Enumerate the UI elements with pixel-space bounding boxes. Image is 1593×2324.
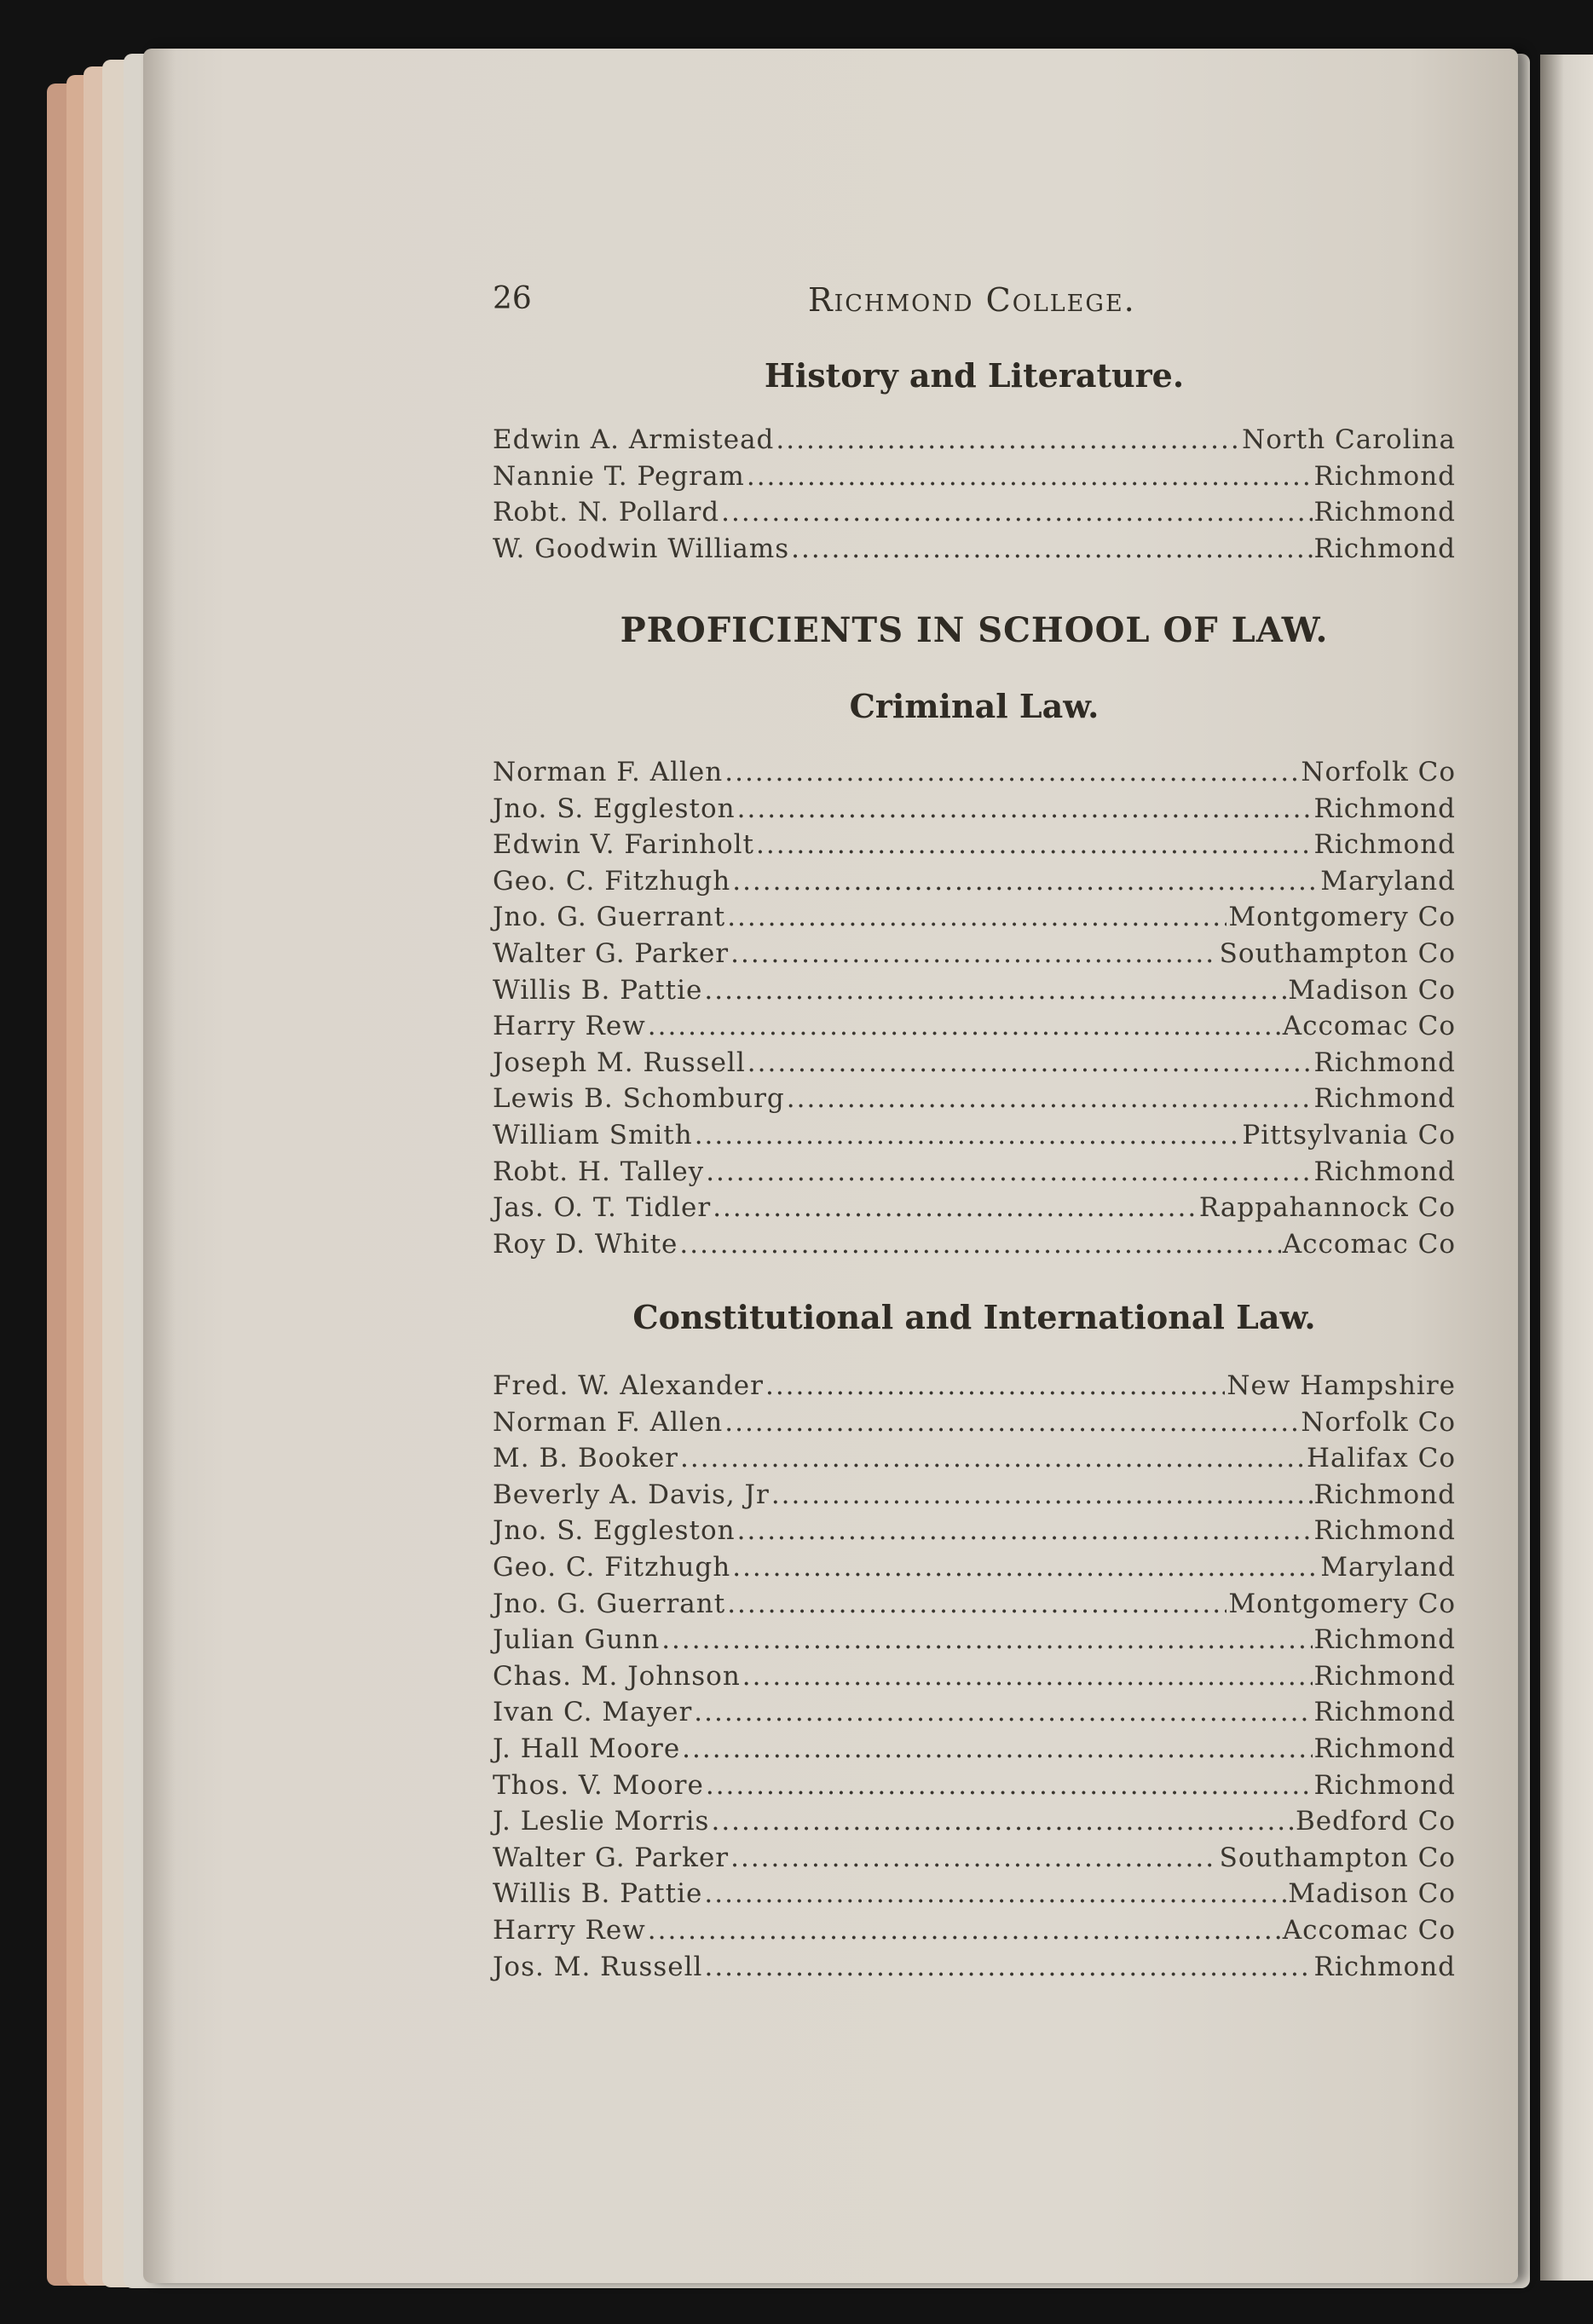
dot-leader xyxy=(706,1156,1312,1187)
list-item xyxy=(493,1661,1456,1698)
list-item xyxy=(493,793,1456,830)
facing-page-edge xyxy=(1540,55,1593,2281)
entry-name: Nannie T. Pegram xyxy=(493,460,745,492)
entry-name: Jas. O. T. Tidler xyxy=(493,1192,712,1224)
entry-name: Walter G. Parker xyxy=(493,1842,730,1873)
entry-place: Southampton Co xyxy=(1219,937,1456,969)
list-item xyxy=(493,1083,1456,1120)
entry-name: Jos. M. Russell xyxy=(493,1951,703,1982)
entry-name: Roy D. White xyxy=(493,1228,678,1260)
entry-place: Halifax Co xyxy=(1306,1443,1456,1474)
dot-leader xyxy=(724,757,1299,787)
list-item xyxy=(493,1192,1456,1229)
running-head: Richmond College. xyxy=(808,281,1136,319)
dot-leader xyxy=(747,1047,1313,1078)
dot-leader xyxy=(648,1915,1281,1946)
section-title-constitutional-law: Constitutional and International Law. xyxy=(632,1298,1316,1336)
dot-leader xyxy=(704,1878,1286,1909)
dot-leader xyxy=(765,1370,1225,1401)
entry-place: New Hampshire xyxy=(1226,1370,1456,1401)
list-item xyxy=(493,1370,1456,1407)
list-item xyxy=(493,975,1456,1012)
entry-place: Pittsylvania Co xyxy=(1242,1119,1456,1150)
entry-name: Geo. C. Fitzhugh xyxy=(493,865,731,897)
entry-place: Accomac Co xyxy=(1282,1011,1456,1042)
entry-place: Richmond xyxy=(1313,1951,1456,1982)
entry-place: Richmond xyxy=(1313,829,1456,861)
entry-name: Edwin A. Armistead xyxy=(493,424,775,455)
list-item xyxy=(493,424,1456,461)
entry-place: Richmond xyxy=(1313,1769,1456,1801)
dot-leader xyxy=(730,938,1218,969)
entry-name: Jno. S. Eggleston xyxy=(493,793,736,824)
entry-place: Norfolk Co xyxy=(1301,1406,1456,1438)
entry-name: Willis B. Pattie xyxy=(493,1878,703,1910)
list-item xyxy=(493,1697,1456,1733)
entry-place: Richmond xyxy=(1313,460,1456,492)
entry-name: Harry Rew xyxy=(493,1011,646,1042)
entry-name: J. Leslie Morris xyxy=(493,1806,710,1837)
entry-place: Madison Co xyxy=(1288,974,1456,1006)
dot-leader xyxy=(704,975,1286,1006)
list-item xyxy=(493,1624,1456,1661)
entry-place: Rappahannock Co xyxy=(1198,1192,1456,1224)
entry-name: Geo. C. Fitzhugh xyxy=(493,1551,731,1583)
entry-name: J. Hall Moore xyxy=(493,1733,681,1764)
dot-leader xyxy=(682,1733,1312,1764)
entry-name: Norman F. Allen xyxy=(493,757,724,787)
dot-leader xyxy=(704,1952,1312,1982)
list-item xyxy=(493,1443,1456,1479)
dot-leader xyxy=(724,1407,1299,1438)
list-item xyxy=(493,1589,1456,1625)
dot-leader xyxy=(695,1120,1241,1150)
entry-name: Lewis B. Schomburg xyxy=(493,1083,785,1115)
dot-leader xyxy=(721,497,1312,528)
list-item xyxy=(493,1011,1456,1047)
list-item xyxy=(493,938,1456,975)
dot-leader xyxy=(706,1770,1313,1801)
entry-place: Richmond xyxy=(1313,497,1456,528)
list-item xyxy=(493,902,1456,938)
entry-place: Montgomery Co xyxy=(1228,902,1456,933)
list-item xyxy=(493,1515,1456,1552)
entry-place: Southampton Co xyxy=(1219,1842,1456,1873)
dot-leader xyxy=(732,866,1319,897)
entry-place: Maryland xyxy=(1320,865,1456,897)
list-item xyxy=(493,497,1456,533)
list-item xyxy=(493,757,1456,793)
entry-name: Robt. H. Talley xyxy=(493,1156,705,1187)
list-item xyxy=(493,1229,1456,1266)
entry-place: Madison Co xyxy=(1288,1878,1456,1910)
dot-leader xyxy=(732,1552,1319,1583)
dot-leader xyxy=(776,424,1240,455)
dot-leader xyxy=(791,533,1312,564)
entry-place: Bedford Co xyxy=(1295,1806,1456,1837)
entry-place: Montgomery Co xyxy=(1228,1588,1456,1619)
list-item xyxy=(493,829,1456,866)
dot-leader xyxy=(694,1697,1312,1727)
entry-name: Jno. G. Guerrant xyxy=(493,1588,726,1619)
section-title-history-literature: History and Literature. xyxy=(764,356,1185,395)
dot-leader xyxy=(727,902,1226,932)
entry-place: Richmond xyxy=(1313,533,1456,564)
entry-name: William Smith xyxy=(493,1119,693,1150)
dot-leader xyxy=(648,1011,1281,1041)
entry-name: M. B. Booker xyxy=(493,1443,678,1474)
entry-place: Norfolk Co xyxy=(1301,757,1456,787)
entry-place: Richmond xyxy=(1313,1479,1456,1510)
entry-name: Robt. N. Pollard xyxy=(493,497,720,528)
list-item xyxy=(493,1120,1456,1156)
list-item xyxy=(493,1842,1456,1879)
list-item xyxy=(493,1952,1456,1988)
page-number: 26 xyxy=(493,281,532,316)
history-literature-list xyxy=(493,424,1456,569)
criminal-law-list xyxy=(493,757,1456,1265)
entry-place: Richmond xyxy=(1313,1083,1456,1115)
entry-name: Joseph M. Russell xyxy=(493,1047,746,1078)
entry-place: Richmond xyxy=(1313,1733,1456,1764)
dot-leader xyxy=(713,1192,1198,1223)
list-item xyxy=(493,1156,1456,1193)
entry-name: Walter G. Parker xyxy=(493,937,730,969)
dot-leader xyxy=(756,829,1313,860)
entry-name: Edwin V. Farinholt xyxy=(493,829,755,861)
list-item xyxy=(493,1047,1456,1084)
entry-name: Norman F. Allen xyxy=(493,1406,724,1438)
entry-name: W. Goodwin Williams xyxy=(493,533,790,564)
entry-place: Richmond xyxy=(1313,1660,1456,1692)
list-item xyxy=(493,461,1456,498)
entry-place: Maryland xyxy=(1320,1551,1456,1583)
entry-name: Thos. V. Moore xyxy=(493,1769,704,1801)
dot-leader xyxy=(679,1229,1280,1260)
section-title-law: PROFICIENTS IN SCHOOL OF LAW. xyxy=(620,610,1329,650)
list-item xyxy=(493,1407,1456,1444)
entry-place: Accomac Co xyxy=(1282,1914,1456,1946)
dot-leader xyxy=(737,793,1313,824)
entry-place: Richmond xyxy=(1313,793,1456,824)
dot-leader xyxy=(730,1842,1218,1873)
dot-leader xyxy=(737,1515,1313,1546)
entry-place: Richmond xyxy=(1313,1697,1456,1728)
entry-name: Ivan C. Mayer xyxy=(493,1697,693,1728)
entry-place: Richmond xyxy=(1313,1624,1456,1656)
dot-leader xyxy=(711,1806,1294,1837)
entry-name: Jno. S. Eggleston xyxy=(493,1515,736,1547)
entry-place: Accomac Co xyxy=(1282,1228,1456,1260)
list-item xyxy=(493,1915,1456,1952)
dot-leader xyxy=(742,1661,1313,1692)
entry-place: Richmond xyxy=(1313,1047,1456,1078)
list-item xyxy=(493,1770,1456,1807)
entry-place: North Carolina xyxy=(1242,424,1456,455)
entry-name: Jno. G. Guerrant xyxy=(493,902,726,933)
dot-leader xyxy=(747,461,1313,492)
entry-place: Richmond xyxy=(1313,1515,1456,1547)
dot-leader xyxy=(727,1589,1226,1619)
entry-name: Fred. W. Alexander xyxy=(493,1370,764,1401)
dot-leader xyxy=(787,1083,1313,1114)
list-item xyxy=(493,1733,1456,1770)
entry-name: Willis B. Pattie xyxy=(493,974,703,1006)
list-item xyxy=(493,533,1456,570)
constitutional-law-list xyxy=(493,1370,1456,1987)
list-item xyxy=(493,1878,1456,1915)
dot-leader xyxy=(680,1443,1305,1473)
entry-name: Julian Gunn xyxy=(493,1624,661,1656)
section-title-criminal-law: Criminal Law. xyxy=(849,687,1100,725)
list-item xyxy=(493,1552,1456,1589)
list-item xyxy=(493,1806,1456,1842)
entry-name: Chas. M. Johnson xyxy=(493,1660,741,1692)
dot-leader xyxy=(771,1479,1313,1510)
entry-name: Beverly A. Davis, Jr xyxy=(493,1479,770,1510)
list-item xyxy=(493,1479,1456,1516)
entry-name: Harry Rew xyxy=(493,1914,646,1946)
dot-leader xyxy=(661,1624,1312,1655)
list-item xyxy=(493,866,1456,902)
entry-place: Richmond xyxy=(1313,1156,1456,1187)
